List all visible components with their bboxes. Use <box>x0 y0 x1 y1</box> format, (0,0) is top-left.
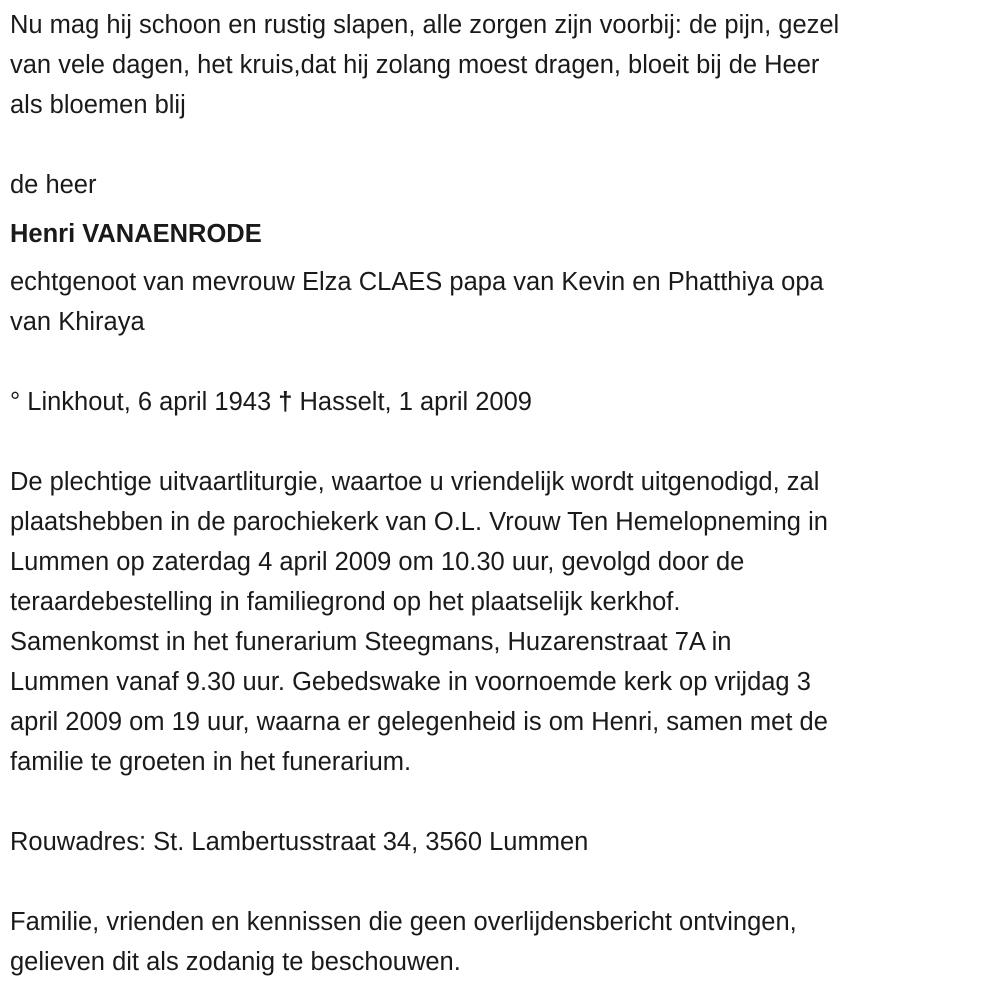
closing-note <box>10 902 1000 982</box>
death-date: Hasselt, 1 april 2009 <box>299 388 532 416</box>
deceased-name <box>10 214 1000 254</box>
ceremony-line: familie te groeten in het funerarium. <box>10 748 412 776</box>
relations <box>10 262 1000 342</box>
ceremony-line: Samenkomst in het funerarium Steegmans, Huzarenstraat 7A in <box>10 628 732 656</box>
poem-line: Nu mag hij schoon en rustig slapen, alle zorgen zijn voorbij: de pijn, gezel <box>10 11 840 39</box>
relations-line: echtgenoot van mevrouw Elza CLAES papa van Kevin en Phatthiya opa <box>10 268 824 296</box>
cross-icon: † <box>278 388 293 416</box>
closing-line: Familie, vrienden en kennissen die geen overlijdensbericht ontvingen, <box>10 908 797 936</box>
deceased-name-text: Henri VANAENRODE <box>10 220 262 248</box>
closing-line: gelieven dit als zodanig te beschouwen. <box>10 948 461 976</box>
relations-line: van Khiraya <box>10 308 145 336</box>
poem <box>10 5 1000 125</box>
ceremony-line: Lummen op zaterdag 4 april 2009 om 10.30 uur, gevolgd door de <box>10 548 745 576</box>
dates <box>10 382 1000 422</box>
poem-line: als bloemen blij <box>10 91 186 119</box>
ceremony-line: april 2009 om 19 uur, waarna er gelegenheid is om Henri, samen met de <box>10 708 828 736</box>
poem-line: van vele dagen, het kruis,dat hij zolang moest dragen, bloeit bij de Heer <box>10 51 820 79</box>
ceremony-line: plaatshebben in de parochiekerk van O.L. Vrouw Ten Hemelopneming in <box>10 508 828 536</box>
ceremony-details <box>10 462 1000 782</box>
title-prefix-text: de heer <box>10 171 97 199</box>
title-prefix <box>10 165 1000 205</box>
ceremony-line: Lummen vanaf 9.30 uur. Gebedswake in voornoemde kerk op vrijdag 3 <box>10 668 811 696</box>
mourning-address <box>10 822 1000 862</box>
mourning-address-text: Rouwadres: St. Lambertusstraat 34, 3560 Lummen <box>10 828 589 856</box>
birth-date: ° Linkhout, 6 april 1943 <box>10 388 272 416</box>
ceremony-line: teraardebestelling in familiegrond op het plaatselijk kerkhof. <box>10 588 681 616</box>
ceremony-line: De plechtige uitvaartliturgie, waartoe u vriendelijk wordt uitgenodigd, zal <box>10 468 820 496</box>
